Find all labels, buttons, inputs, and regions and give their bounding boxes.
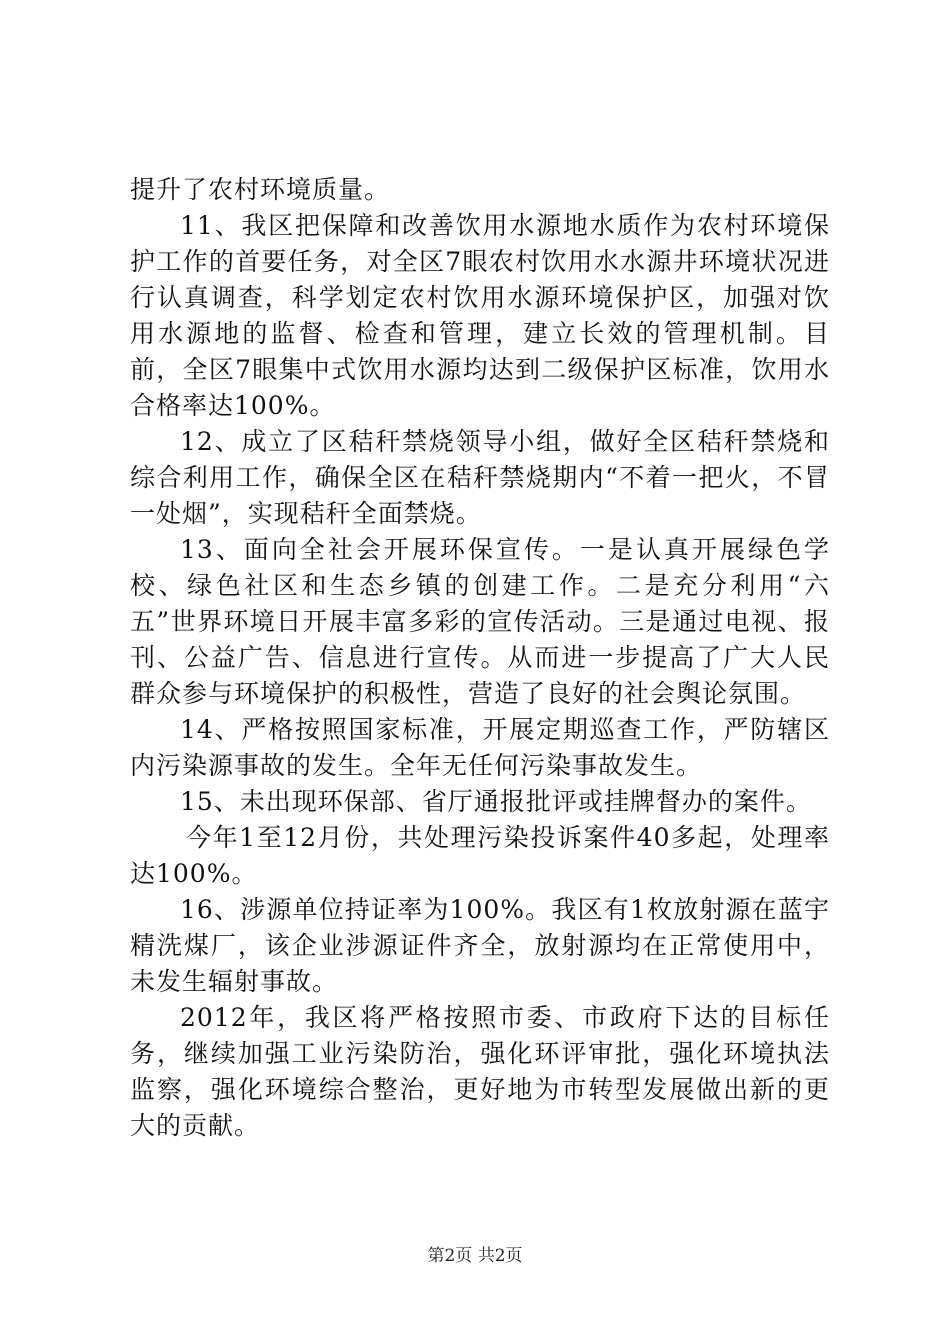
paragraph-item-13: 13、面向全社会开展环保宣传。一是认真开展绿色学校、绿色社区和生态乡镇的创建工作。二是充分利用“六五”世界环境日开展丰富多彩的宣传活动。三是通过电视、报刊、公益广告、信息进行宣传。从而进一步提高了广大人民群众参与环境保护的积极性，营造了良好的社会舆论氛围。 bbox=[130, 535, 830, 708]
document-body bbox=[130, 172, 830, 1144]
paragraph-conclusion: 2012年，我区将严格按照市委、市政府下达的目标任务，继续加强工业污染防治，强化环评审批，强化环境执法监察，强化环境综合整治，更好地为市转型发展做出新的更大的贡献。 bbox=[130, 1003, 830, 1140]
paragraph-item-12: 12、成立了区秸秆禁烧领导小组，做好全区秸秆禁烧和综合利用工作，确保全区在秸秆禁烧期内“不着一把火，不冒一处烟”，实现秸秆全面禁烧。 bbox=[130, 427, 830, 528]
page-number: 第2页 共2页 bbox=[427, 1246, 523, 1266]
paragraph-continuation: 提升了农村环境质量。 bbox=[130, 175, 391, 204]
paragraph-item-14: 14、严格按照国家标准，开展定期巡查工作，严防辖区内污染源事故的发生。全年无任何污染事故发生。 bbox=[130, 715, 830, 780]
paragraph-item-15: 15、未出现环保部、省厅通报批评或挂牌督办的案件。 bbox=[180, 787, 812, 816]
page-footer bbox=[0, 1245, 950, 1267]
paragraph-complaints: 今年1至12月份，共处理污染投诉案件40多起，处理率达100%。 bbox=[130, 823, 830, 888]
paragraph-item-11: 11、我区把保障和改善饮用水源地水质作为农村环境保护工作的首要任务，对全区7眼农村饮用水水源井环境状况进行认真调查，科学划定农村饮用水源环境保护区，加强对饮用水源地的监督、检查和管理，建立长效的管理机制。目前，全区7眼集中式饮用水源均达到二级保护区标准，饮用水合格率达100%。 bbox=[130, 211, 830, 420]
paragraph-item-16: 16、涉源单位持证率为100%。我区有1枚放射源在蓝宇精洗煤厂，该企业涉源证件齐全，放射源均在正常使用中，未发生辐射事故。 bbox=[130, 895, 830, 996]
